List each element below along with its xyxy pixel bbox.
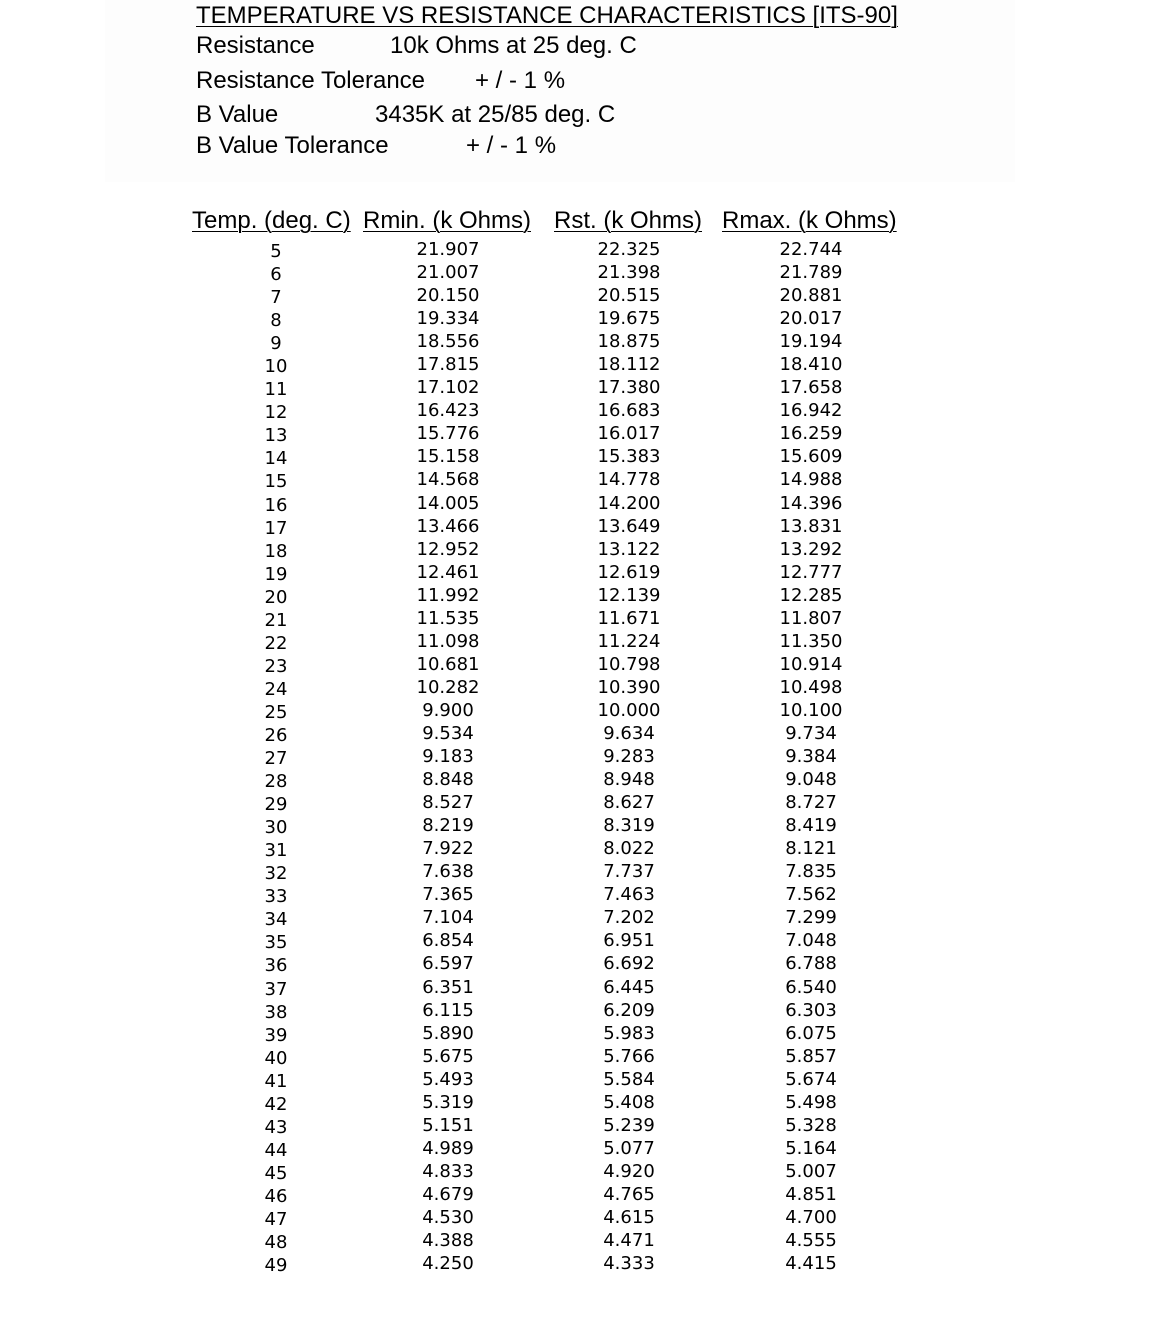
table-row [0, 699, 1175, 722]
spec-value: 3435K at 25/85 deg. C [375, 101, 616, 128]
temp-cell: 41 [264, 1070, 288, 1092]
rst-cell: 14.200 [597, 492, 661, 514]
rmax-cell: 6.303 [785, 999, 837, 1021]
rst-cell: 4.920 [603, 1160, 655, 1182]
table-row [0, 584, 1175, 607]
temp-cell: 5 [270, 241, 282, 262]
rst-cell: 4.765 [603, 1183, 655, 1205]
rmin-cell: 5.890 [422, 1022, 474, 1044]
table-row [0, 906, 1175, 929]
header-temp: Temp. (deg. C) [192, 207, 351, 234]
temp-cell: 27 [264, 748, 288, 770]
temp-cell: 43 [264, 1116, 288, 1138]
temp-cell: 11 [264, 379, 288, 401]
table-row [0, 422, 1175, 445]
rst-cell: 14.778 [597, 469, 661, 491]
rmax-cell: 4.851 [785, 1183, 837, 1205]
rst-cell: 5.077 [603, 1137, 655, 1159]
table-row [0, 330, 1175, 353]
rmax-cell: 16.942 [779, 400, 843, 422]
spec-label: Resistance Tolerance [196, 67, 426, 94]
rmax-cell: 22.744 [779, 239, 843, 260]
rmax-cell: 12.777 [779, 561, 843, 583]
rmax-cell: 19.194 [779, 331, 843, 353]
temp-cell: 35 [264, 932, 288, 954]
table-row [0, 261, 1175, 284]
rmin-cell: 5.493 [422, 1068, 474, 1090]
rst-cell: 6.209 [603, 999, 655, 1021]
rst-cell: 5.983 [603, 1022, 655, 1044]
spec-label: Resistance [196, 32, 315, 59]
spec-row-b-value-tolerance [196, 132, 557, 160]
table-row [0, 399, 1175, 422]
table-row [0, 1183, 1175, 1206]
rst-cell: 16.017 [597, 423, 661, 445]
rmin-cell: 17.815 [416, 354, 480, 376]
rmin-cell: 15.776 [416, 423, 480, 445]
table-row [0, 952, 1175, 975]
spec-label: B Value Tolerance [196, 132, 389, 159]
rmin-cell: 4.388 [422, 1230, 474, 1252]
table-row [0, 561, 1175, 584]
table-row [0, 538, 1175, 561]
rmax-cell: 17.658 [779, 377, 843, 399]
rmax-cell: 6.075 [785, 1022, 837, 1044]
table-row [0, 929, 1175, 952]
rmax-cell: 12.285 [779, 584, 843, 606]
rmin-cell: 6.115 [422, 999, 474, 1021]
table-row [0, 307, 1175, 330]
rst-cell: 5.408 [603, 1091, 655, 1113]
temp-cell: 24 [264, 678, 288, 700]
rst-cell: 7.463 [603, 884, 655, 906]
rst-cell: 8.627 [603, 792, 655, 814]
rmax-cell: 10.914 [779, 653, 843, 675]
table-row [0, 468, 1175, 491]
table-row [0, 1252, 1175, 1275]
rst-cell: 8.319 [603, 815, 655, 837]
rmax-cell: 7.835 [785, 861, 837, 883]
rmin-cell: 13.466 [416, 515, 480, 537]
table-row [0, 630, 1175, 653]
rmin-cell: 4.679 [422, 1183, 474, 1205]
spec-row-resistance [196, 32, 637, 60]
table-row [0, 837, 1175, 860]
table-row [0, 999, 1175, 1022]
rmin-cell: 4.989 [422, 1137, 474, 1159]
rmin-cell: 17.102 [416, 377, 480, 399]
rmin-cell: 7.922 [422, 838, 474, 860]
temp-cell: 10 [264, 356, 288, 378]
rmin-cell: 14.568 [416, 469, 480, 491]
temp-cell: 20 [264, 586, 288, 608]
rmax-cell: 10.100 [779, 699, 843, 721]
rmax-cell: 10.498 [779, 676, 843, 698]
header-rmax: Rmax. (k Ohms) [722, 207, 897, 234]
rmin-cell: 8.848 [422, 769, 474, 791]
temp-cell: 48 [264, 1232, 288, 1254]
rst-cell: 16.683 [597, 400, 661, 422]
rst-cell: 4.333 [603, 1253, 655, 1275]
rmax-cell: 6.788 [785, 953, 837, 975]
rmin-cell: 4.530 [422, 1206, 474, 1228]
temp-cell: 6 [270, 264, 282, 286]
rst-cell: 5.584 [603, 1068, 655, 1090]
rmin-cell: 7.104 [422, 907, 474, 929]
rmax-cell: 4.700 [785, 1206, 837, 1228]
table-row [0, 1114, 1175, 1137]
rmin-cell: 9.900 [422, 699, 474, 721]
rst-cell: 13.649 [597, 515, 661, 537]
rmin-cell: 6.854 [422, 930, 474, 952]
rst-cell: 22.325 [597, 239, 661, 260]
rmin-cell: 5.151 [422, 1114, 474, 1136]
table-row [0, 1229, 1175, 1252]
table-row [0, 1022, 1175, 1045]
temp-cell: 16 [264, 494, 288, 516]
table-row [0, 745, 1175, 768]
temp-cell: 22 [264, 632, 288, 654]
temp-cell: 29 [264, 794, 288, 816]
temp-cell: 49 [264, 1255, 288, 1277]
temp-cell: 13 [264, 425, 288, 447]
rmax-cell: 7.562 [785, 884, 837, 906]
spec-value: + / - 1 % [466, 132, 557, 159]
temp-cell: 36 [264, 955, 288, 977]
table-row [0, 1137, 1175, 1160]
header-rmin: Rmin. (k Ohms) [363, 207, 531, 234]
header-rst: Rst. (k Ohms) [554, 207, 702, 234]
temp-cell: 39 [264, 1024, 288, 1046]
table-row [0, 607, 1175, 630]
rmax-cell: 5.007 [785, 1160, 837, 1182]
rmax-cell: 5.498 [785, 1091, 837, 1113]
rst-cell: 7.737 [603, 861, 655, 883]
rmax-cell: 18.410 [779, 354, 843, 376]
rmax-cell: 13.831 [779, 515, 843, 537]
temp-cell: 46 [264, 1185, 288, 1207]
rmin-cell: 12.461 [416, 561, 480, 583]
rmax-cell: 9.048 [785, 769, 837, 791]
rst-cell: 9.283 [603, 746, 655, 768]
temp-cell: 26 [264, 724, 288, 746]
temp-cell: 12 [264, 402, 288, 424]
rmin-cell: 5.319 [422, 1091, 474, 1113]
rst-cell: 6.445 [603, 976, 655, 998]
rst-cell: 10.798 [597, 653, 661, 675]
rmin-cell: 10.681 [416, 653, 480, 675]
rmax-cell: 5.164 [785, 1137, 837, 1159]
rmax-cell: 16.259 [779, 423, 843, 445]
table-row [0, 860, 1175, 883]
table-row [0, 1091, 1175, 1114]
spec-value: + / - 1 % [475, 67, 566, 94]
table-row [0, 722, 1175, 745]
rst-cell: 19.675 [597, 308, 661, 330]
rst-cell: 7.202 [603, 907, 655, 929]
rst-cell: 6.951 [603, 930, 655, 952]
rmin-cell: 21.907 [416, 239, 480, 260]
rmin-cell: 8.219 [422, 815, 474, 837]
rst-cell: 5.239 [603, 1114, 655, 1136]
table-row [0, 445, 1175, 468]
temp-cell: 9 [270, 333, 282, 355]
rst-cell: 4.471 [603, 1230, 655, 1252]
rmax-cell: 8.121 [785, 838, 837, 860]
rst-cell: 21.398 [597, 262, 661, 284]
rmin-cell: 18.556 [416, 331, 480, 353]
temp-cell: 34 [264, 909, 288, 931]
temp-cell: 19 [264, 563, 288, 585]
rst-cell: 8.948 [603, 769, 655, 791]
table-row [0, 1068, 1175, 1091]
rmin-cell: 5.675 [422, 1045, 474, 1067]
rmax-cell: 11.807 [779, 607, 843, 629]
temp-cell: 44 [264, 1139, 288, 1161]
temp-cell: 8 [270, 310, 282, 332]
rmax-cell: 4.415 [785, 1253, 837, 1275]
table-row [0, 492, 1175, 515]
table-row [0, 791, 1175, 814]
rst-cell: 17.380 [597, 377, 661, 399]
rmax-cell: 8.727 [785, 792, 837, 814]
rmax-cell: 8.419 [785, 815, 837, 837]
rmax-cell: 20.881 [779, 285, 843, 307]
temp-cell: 7 [270, 287, 282, 309]
table-row [0, 883, 1175, 906]
rmin-cell: 14.005 [416, 492, 480, 514]
rst-cell: 4.615 [603, 1206, 655, 1228]
rst-cell: 11.671 [597, 607, 661, 629]
rmax-cell: 5.328 [785, 1114, 837, 1136]
rmin-cell: 4.833 [422, 1160, 474, 1182]
temp-cell: 23 [264, 655, 288, 677]
temp-cell: 40 [264, 1047, 288, 1069]
rmax-cell: 6.540 [785, 976, 837, 998]
table-row [0, 676, 1175, 699]
rst-cell: 13.122 [597, 538, 661, 560]
rmin-cell: 12.952 [416, 538, 480, 560]
rmin-cell: 15.158 [416, 446, 480, 468]
rst-cell: 11.224 [597, 630, 661, 652]
rst-cell: 18.112 [597, 354, 661, 376]
spec-label: B Value [196, 101, 279, 128]
table-row [0, 976, 1175, 999]
temp-cell: 32 [264, 863, 288, 885]
rst-cell: 20.515 [597, 285, 661, 307]
temp-cell: 37 [264, 978, 288, 1000]
temp-cell: 28 [264, 771, 288, 793]
rmin-cell: 8.527 [422, 792, 474, 814]
rmax-cell: 13.292 [779, 538, 843, 560]
rmin-cell: 7.638 [422, 861, 474, 883]
rst-cell: 9.634 [603, 722, 655, 744]
rst-cell: 12.139 [597, 584, 661, 606]
rmax-cell: 5.857 [785, 1045, 837, 1067]
rst-cell: 18.875 [597, 331, 661, 353]
rmax-cell: 5.674 [785, 1068, 837, 1090]
rmax-cell: 20.017 [779, 308, 843, 330]
rmax-cell: 14.988 [779, 469, 843, 491]
rmin-cell: 10.282 [416, 676, 480, 698]
rst-cell: 8.022 [603, 838, 655, 860]
temp-cell: 42 [264, 1093, 288, 1115]
rmax-cell: 11.350 [779, 630, 843, 652]
rmin-cell: 9.534 [422, 722, 474, 744]
rst-cell: 10.390 [597, 676, 661, 698]
rmax-cell: 9.384 [785, 746, 837, 768]
table-row [0, 814, 1175, 837]
rst-cell: 6.692 [603, 953, 655, 975]
rmax-cell: 4.555 [785, 1230, 837, 1252]
table-row [0, 376, 1175, 399]
rmin-cell: 20.150 [416, 285, 480, 307]
rmax-cell: 15.609 [779, 446, 843, 468]
rmin-cell: 9.183 [422, 746, 474, 768]
spec-value: 10k Ohms at 25 deg. C [390, 32, 637, 59]
rmin-cell: 19.334 [416, 308, 480, 330]
rmax-cell: 7.299 [785, 907, 837, 929]
rmax-cell: 7.048 [785, 930, 837, 952]
table-row [0, 515, 1175, 538]
rst-cell: 15.383 [597, 446, 661, 468]
temp-cell: 21 [264, 609, 288, 631]
rmin-cell: 11.992 [416, 584, 480, 606]
rst-cell: 12.619 [597, 561, 661, 583]
rmin-cell: 16.423 [416, 400, 480, 422]
spec-row-resistance-tolerance [196, 67, 566, 95]
spec-row-b-value [196, 101, 616, 129]
rmin-cell: 6.597 [422, 953, 474, 975]
temp-cell: 45 [264, 1162, 288, 1184]
table-row [0, 353, 1175, 376]
temp-cell: 31 [264, 840, 288, 862]
temp-cell: 18 [264, 540, 288, 562]
rmin-cell: 7.365 [422, 884, 474, 906]
rmin-cell: 11.098 [416, 630, 480, 652]
rst-cell: 5.766 [603, 1045, 655, 1067]
table-row [0, 284, 1175, 307]
rmin-cell: 21.007 [416, 262, 480, 284]
temp-cell: 33 [264, 886, 288, 908]
table-row [0, 653, 1175, 676]
table-body [0, 238, 1175, 1275]
rmax-cell: 14.396 [779, 492, 843, 514]
rmin-cell: 6.351 [422, 976, 474, 998]
temp-cell: 17 [264, 517, 288, 539]
temp-cell: 15 [264, 471, 288, 493]
temp-cell: 47 [264, 1208, 288, 1230]
temp-cell: 38 [264, 1001, 288, 1023]
temp-cell: 14 [264, 448, 288, 470]
document-title: TEMPERATURE VS RESISTANCE CHARACTERISTICS [ITS-90] [196, 2, 898, 29]
rmin-cell: 11.535 [416, 607, 480, 629]
temp-cell: 30 [264, 817, 288, 839]
rst-cell: 10.000 [597, 699, 661, 721]
table-row [0, 768, 1175, 791]
table-row [0, 1160, 1175, 1183]
rmax-cell: 21.789 [779, 262, 843, 284]
table-row [0, 1206, 1175, 1229]
temp-cell: 25 [264, 701, 288, 723]
table-row [0, 1045, 1175, 1068]
table-row [0, 238, 1175, 261]
rmin-cell: 4.250 [422, 1253, 474, 1275]
rmax-cell: 9.734 [785, 722, 837, 744]
